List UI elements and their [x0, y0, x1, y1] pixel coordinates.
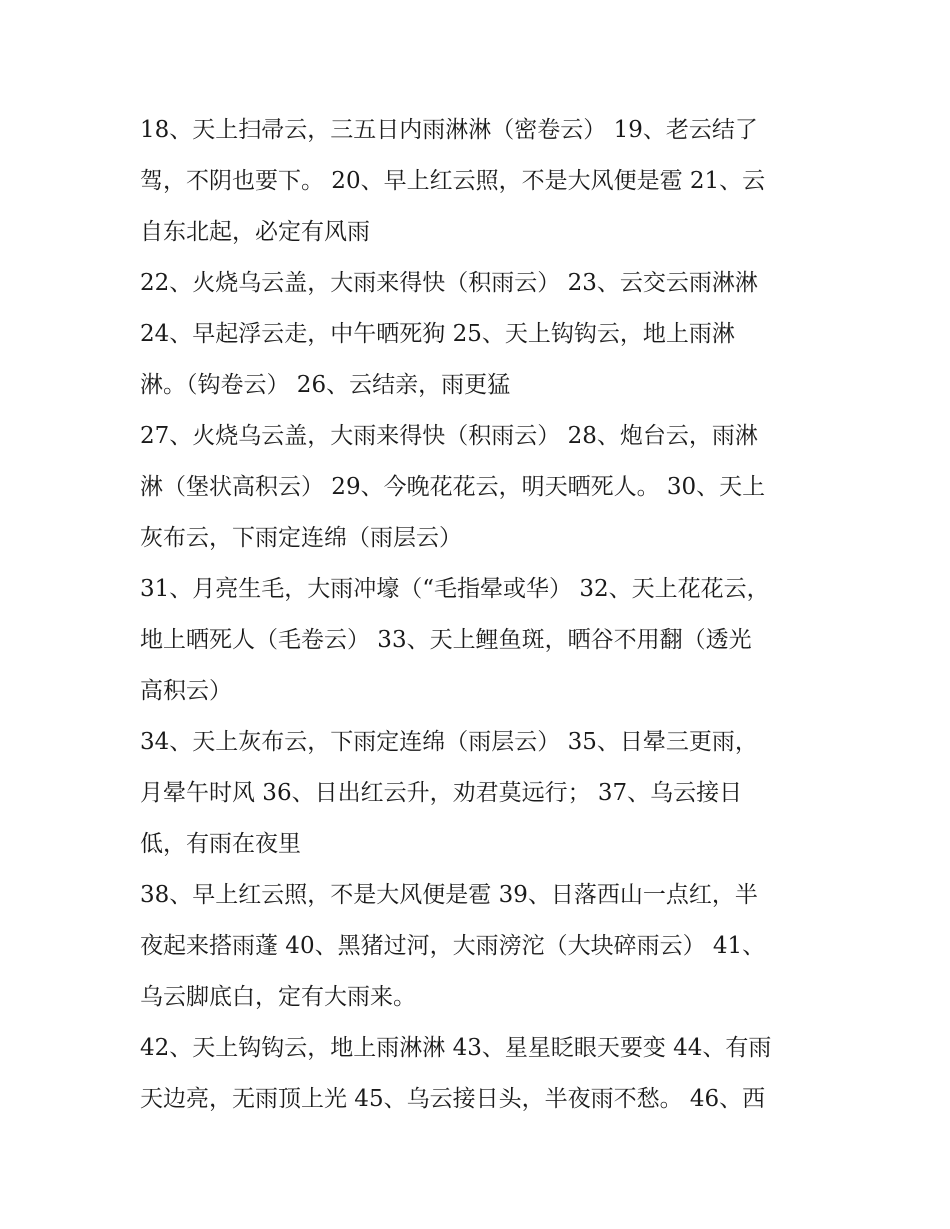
text-line: 42、天上钩钩云，地上雨淋淋 43、星星眨眼天要变 44、有雨 — [140, 1035, 772, 1061]
text-line: 34、天上灰布云，下雨定连绵（雨层云） 35、日晕三更雨， — [140, 729, 758, 755]
text-line: 24、早起浮云走，中午晒死狗 25、天上钩钩云，地上雨淋 — [140, 321, 735, 347]
text-line: 22、火烧乌云盖，大雨来得快（积雨云） 23、云交云雨淋淋 — [140, 270, 758, 296]
text-line: 乌云脚底白，定有大雨来。 — [140, 984, 416, 1010]
text-line: 驾，不阴也要下。 20、早上红云照，不是大风便是雹 21、云 — [140, 168, 766, 194]
text-line: 灰布云，下雨定连绵（雨层云） — [140, 525, 462, 551]
text-line: 27、火烧乌云盖，大雨来得快（积雨云） 28、炮台云，雨淋 — [140, 423, 758, 449]
text-line: 地上晒死人（毛卷云） 33、天上鲤鱼斑，晒谷不用翻（透光 — [140, 627, 752, 653]
text-line: 夜起来搭雨蓬 40、黑猪过河，大雨滂沱（大块碎雨云） 41、 — [140, 933, 766, 959]
text-line: 低，有雨在夜里 — [140, 831, 301, 857]
document-body — [140, 105, 810, 1125]
text-line: 月晕午时风 36、日出红云升，劝君莫远行； 37、乌云接日 — [140, 780, 743, 806]
text-line: 淋。（钩卷云） 26、云结亲，雨更猛 — [140, 372, 511, 398]
text-line: 38、早上红云照，不是大风便是雹 39、日落西山一点红，半 — [140, 882, 758, 908]
text-line: 自东北起，必定有风雨 — [140, 219, 370, 245]
text-line: 高积云） — [140, 678, 232, 704]
text-line: 18、天上扫帚云，三五日内雨淋淋（密卷云） 19、老云结了 — [140, 117, 758, 143]
text-line: 31、月亮生毛，大雨冲壕（“毛指晕或华） 32、天上花花云， — [140, 576, 770, 602]
text-line: 天边亮，无雨顶上光 45、乌云接日头，半夜雨不愁。 46、西 — [140, 1086, 766, 1112]
text-line: 淋（堡状高积云） 29、今晚花花云，明天晒死人。 30、天上 — [140, 474, 766, 500]
